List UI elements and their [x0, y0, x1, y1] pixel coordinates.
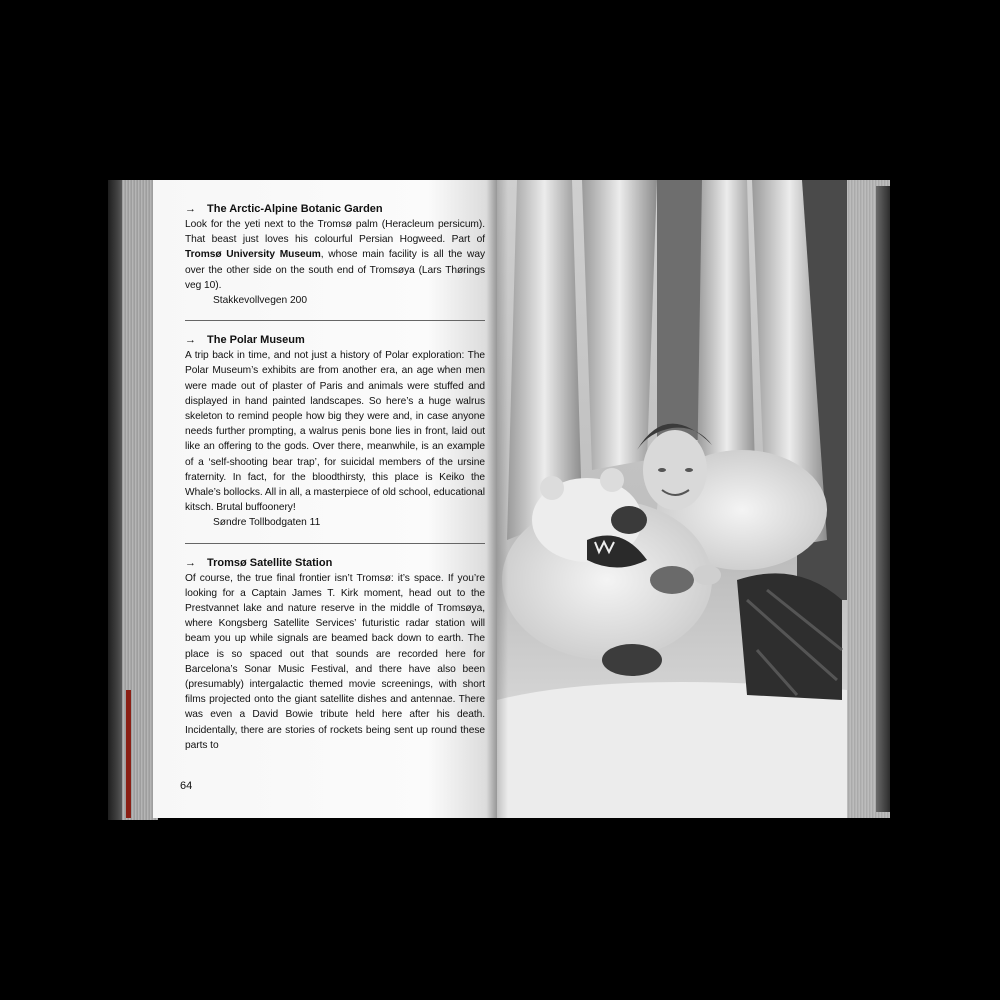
entry-body [185, 217, 485, 293]
arrow-icon: → [185, 203, 196, 215]
page-edge-red-strip [126, 690, 131, 818]
arrow-icon: → [185, 334, 196, 347]
polar-bear-photo [497, 180, 847, 818]
entry-polar-museum [185, 333, 485, 530]
arrow-icon: → [185, 556, 196, 569]
page-number: 64 [180, 780, 193, 792]
entry-divider [185, 320, 485, 321]
entry-satellite-station [185, 556, 485, 753]
entry-heading [185, 333, 485, 347]
entry-heading [185, 202, 485, 216]
left-page [153, 180, 497, 818]
entry-botanic-garden [185, 202, 485, 308]
entry-title: The Arctic-Alpine Botanic Garden [207, 203, 383, 215]
entry-body-text: Look for the yeti next to the Tromsø palm (Heracleum persicum). That beast just loves his colourful Persian Hogweed. Part of [185, 219, 485, 246]
entry-heading [185, 556, 485, 570]
entry-divider [185, 543, 485, 544]
entry-title: The Polar Museum [207, 334, 305, 347]
right-page [497, 180, 847, 818]
book-spine-shadow [108, 180, 122, 820]
entry-address: Stakkevollvegen 200 [213, 295, 308, 307]
entry-address: Søndre Tollbodgaten 11 [213, 517, 321, 529]
entry-body: A trip back in time, and not just a history of Polar exploration: The Polar Museum’s exhibits are from another era, an age when men were made out of plaster of Paris and animals were stuffed and displayed in hand painted landscapes. So here’s a huge walrus skeleton to remind people how big they were and, in case anyone needs further prompting, a walrus penis bone lies in front, laid out like an offering to the gods. Over there, meanwhile, is an example of a ‘self-shooting bear trap’, for suicidal members of the ursine fraternity. In fact, for the bloodthirsty, this place is Keiko the Whale’s bollocks. All in all, a masterpiece of old school, educational kitsch. Brutal buffoonery! [185, 350, 485, 514]
entry-title: Tromsø Satellite Station [207, 556, 333, 569]
entry-body: Of course, the true final frontier isn’t Tromsø: it’s space. If you’re looking for a Captain James T. Kirk moment, head out to the Prestvannet lake and nature reserve in the middle of Tromsøya, where Kongsberg Satellite Services’ futuristic radar station will beam you up while signals are beamed back down to earth. The place is so spaced out that sounds are recorded here for Barcelona’s Sonar Music Festival, and there have also been (presumably) intergalactic themed movie screenings, with short films projected onto the giant satellite dishes and antennae. There was even a David Bowie tribute held here after his death. Incidentally, there are stories of rockets being sent up round these parts to [185, 572, 485, 751]
entry-body-text: , whose main facility is all the way over the other side on the south end of Tromsøya (Lars Thørings veg 10). [185, 249, 485, 291]
entry-body-bold: Tromsø University Museum [185, 249, 321, 261]
right-cover-edge [876, 186, 890, 812]
